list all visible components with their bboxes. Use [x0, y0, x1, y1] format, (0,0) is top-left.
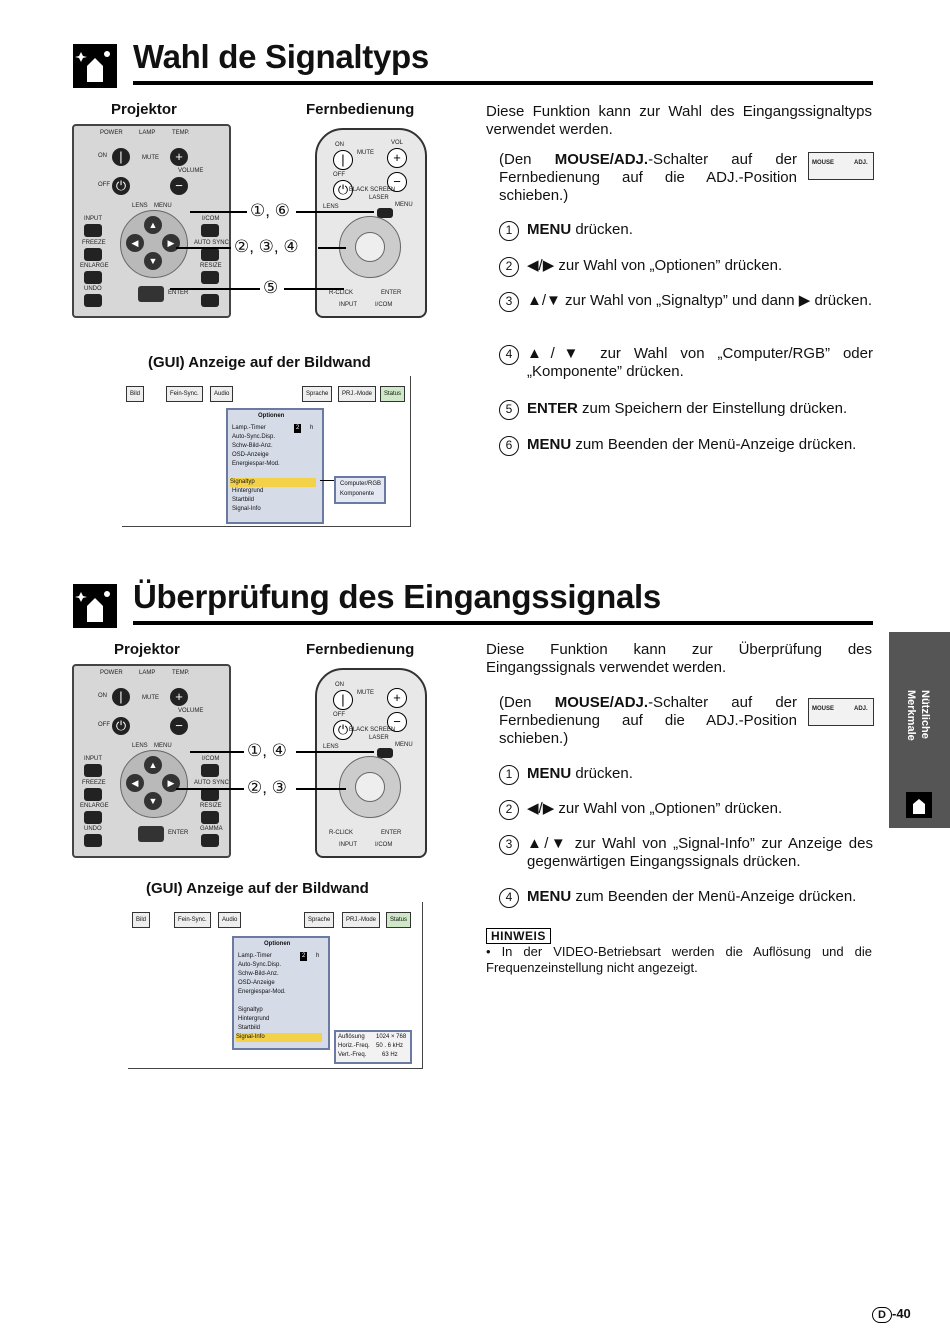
- right-arrow-button[interactable]: ▶: [162, 774, 180, 792]
- auto-sync-label: AUTO SYNC: [194, 780, 229, 786]
- menu-item[interactable]: Startbild: [238, 1025, 261, 1031]
- gui-screen: [122, 376, 411, 527]
- menu-item[interactable]: Auto-Sync.Disp.: [232, 434, 276, 440]
- on-label: ON: [98, 153, 107, 159]
- enter-label: ENTER: [168, 290, 189, 296]
- power-label: POWER: [100, 130, 123, 136]
- info-value: 1024 × 768: [376, 1034, 407, 1040]
- callout-label: ②, ③: [244, 778, 290, 798]
- off-button[interactable]: ⏻: [112, 717, 130, 735]
- remote-menu-label: MENU: [395, 202, 413, 208]
- submenu-item[interactable]: Komponente: [340, 491, 375, 497]
- adj-label: ADJ.: [854, 706, 868, 712]
- step-keyword: ENTER: [527, 400, 578, 417]
- menu-item[interactable]: Signaltyp: [238, 1007, 263, 1013]
- mouse-adj-switch-icon: [808, 152, 874, 180]
- remote-enter-label: ENTER: [381, 290, 402, 296]
- info-label: Horiz.-Freq.: [338, 1043, 370, 1049]
- remote-input-label: INPUT: [339, 842, 357, 848]
- enlarge-label: ENLARGE: [80, 803, 109, 809]
- step-number: 4: [499, 888, 519, 908]
- undo-button[interactable]: [84, 834, 102, 847]
- remote-heading: Fernbedienung: [306, 641, 415, 658]
- gui-tab-sprache[interactable]: Sprache: [304, 912, 334, 928]
- menu-label: MENU: [154, 743, 172, 749]
- menu-item[interactable]: Schw-Bild-Anz.: [232, 443, 273, 449]
- step-number: 5: [499, 400, 519, 420]
- lamp-label: LAMP: [139, 130, 156, 136]
- remote-enter-label: ENTER: [381, 830, 402, 836]
- off-label: OFF: [98, 722, 110, 728]
- switch-note: (Den MOUSE/ADJ.-Schalter auf der Fernbedienung auf die ADJ.-Position schieben.): [499, 151, 797, 204]
- menu-item[interactable]: Schw-Bild-Anz.: [238, 971, 279, 977]
- down-arrow-button[interactable]: ▼: [144, 792, 162, 810]
- timer-value: 2: [296, 425, 300, 431]
- callout-line: [190, 751, 246, 753]
- step-number: 1: [499, 221, 519, 241]
- resize-button[interactable]: [201, 811, 219, 824]
- timer-value: 2: [302, 953, 306, 959]
- icom-button[interactable]: [201, 224, 219, 237]
- timer-unit: h: [310, 425, 314, 431]
- projector-panel: [72, 664, 231, 858]
- callout-line: [284, 288, 344, 290]
- options-menu-title: Optionen: [264, 941, 291, 947]
- keystone-button[interactable]: [201, 294, 219, 307]
- freeze-label: FREEZE: [82, 780, 106, 786]
- submenu-connector: [320, 480, 334, 481]
- gui-tab-audio[interactable]: Audio: [218, 912, 241, 928]
- intro-text: Diese Funktion kann zur Wahl des Eingangssignaltyps verwendet werden.: [486, 103, 872, 138]
- step-number: 2: [499, 257, 519, 277]
- menu-item[interactable]: Hintergrund: [232, 488, 264, 494]
- icom-label: I/COM: [202, 216, 220, 222]
- mouse-label: MOUSE: [812, 706, 835, 712]
- black-screen-label: BLACK SCREEN: [348, 727, 396, 733]
- remote-off-button[interactable]: ⏻: [333, 180, 353, 200]
- menu-item[interactable]: Hintergrund: [238, 1016, 270, 1022]
- remote-icom-label: I/COM: [375, 302, 393, 308]
- section-icon: [73, 584, 117, 628]
- gui-screen: [128, 902, 423, 1069]
- remote-control: [315, 668, 427, 858]
- page-letter: D: [872, 1307, 892, 1323]
- step-number: 3: [499, 292, 519, 312]
- note-label: HINWEIS: [486, 928, 551, 944]
- callout-line: [190, 211, 250, 213]
- laser-label: LASER: [369, 735, 389, 741]
- menu-item[interactable]: OSD-Anzeige: [238, 980, 275, 986]
- step-number: 3: [499, 835, 519, 855]
- title-rule: [133, 81, 873, 85]
- icom-label: I/COM: [202, 756, 220, 762]
- left-arrow-button[interactable]: ◀: [126, 774, 144, 792]
- callout-line: [296, 788, 346, 790]
- gui-tab-fein-sync[interactable]: Fein-Sync.: [166, 386, 203, 402]
- input-label: INPUT: [84, 756, 102, 762]
- title-rule: [133, 621, 873, 625]
- info-label: Vert.-Freq.: [338, 1052, 367, 1058]
- info-label: Auflösung: [338, 1034, 365, 1040]
- remote-volume-down-button[interactable]: −: [387, 712, 407, 732]
- off-label: OFF: [98, 182, 110, 188]
- gui-tab-prj-mode[interactable]: PRJ.-Mode: [342, 912, 380, 928]
- side-tab-icon: [906, 792, 932, 818]
- r-click-label: R-CLICK: [329, 290, 354, 296]
- remote-mute-label: MUTE: [357, 150, 374, 156]
- freeze-button[interactable]: [84, 788, 102, 801]
- remote-off-label: OFF: [333, 172, 345, 178]
- projector-heading: Projektor: [114, 641, 180, 658]
- gui-tab-fein-sync[interactable]: Fein-Sync.: [174, 912, 211, 928]
- icom-button[interactable]: [201, 764, 219, 777]
- auto-sync-label: AUTO SYNC: [194, 240, 229, 246]
- remote-center-button[interactable]: [355, 772, 385, 802]
- remote-on-button[interactable]: |: [333, 150, 353, 170]
- menu-item[interactable]: Startbild: [232, 497, 255, 503]
- remote-on-button[interactable]: |: [333, 690, 353, 710]
- enlarge-label: ENLARGE: [80, 263, 109, 269]
- step-text: ENTER zum Speichern der Einstellung drücken.: [527, 400, 848, 417]
- callout-line: [176, 247, 232, 249]
- projector-heading: Projektor: [111, 101, 177, 118]
- options-menu: [232, 936, 330, 1050]
- signal-type-submenu: [334, 476, 386, 504]
- callout-label: ⑤: [260, 278, 281, 298]
- right-arrow-button[interactable]: ▶: [162, 234, 180, 252]
- step-text: MENU drücken.: [527, 765, 633, 782]
- black-screen-label: BLACK SCREEN: [348, 187, 396, 193]
- undo-button[interactable]: [84, 294, 102, 307]
- gamma-label: GAMMA: [200, 826, 223, 832]
- remote-icom-label: I/COM: [375, 842, 393, 848]
- temp-label: TEMP.: [172, 130, 190, 136]
- undo-label: UNDO: [84, 286, 102, 292]
- timer-unit: h: [316, 953, 320, 959]
- callout-line: [176, 788, 246, 790]
- gui-tab-prj-mode[interactable]: PRJ.-Mode: [338, 386, 376, 402]
- step-number: 4: [499, 345, 519, 365]
- gui-heading: (GUI) Anzeige auf der Bildwand: [146, 880, 369, 897]
- gamma-button[interactable]: [201, 834, 219, 847]
- enter-button[interactable]: [138, 286, 164, 302]
- resize-label: RESIZE: [200, 803, 222, 809]
- volume-label: VOLUME: [178, 708, 204, 714]
- volume-up-button[interactable]: +: [170, 688, 188, 706]
- signal-info-panel: [334, 1030, 412, 1064]
- remote-mute-label: MUTE: [357, 690, 374, 696]
- step-text: ▲/▼ zur Wahl von „Signaltyp” und dann ▶ drücken.: [527, 292, 872, 309]
- menu-item[interactable]: Lamp.-Timer: [232, 425, 266, 431]
- menu-item[interactable]: OSD-Anzeige: [232, 452, 269, 458]
- left-arrow-button[interactable]: ◀: [126, 234, 144, 252]
- up-arrow-button[interactable]: ▲: [144, 756, 162, 774]
- step-text: MENU zum Beenden der Menü-Anzeige drücken.: [527, 436, 857, 453]
- remote-on-label: ON: [335, 682, 344, 688]
- mute-label: MUTE: [142, 695, 159, 701]
- menu-label: MENU: [154, 203, 172, 209]
- remote-volume-down-button[interactable]: −: [387, 172, 407, 192]
- callout-line: [296, 211, 374, 213]
- up-arrow-button[interactable]: ▲: [144, 216, 162, 234]
- step-text: MENU zum Beenden der Menü-Anzeige drücken.: [527, 888, 857, 905]
- step-text: ▲/▼ zur Wahl von „Signal-Info” zur Anzeige des gegenwärtigen Eingangssignals drücken.: [527, 835, 873, 870]
- callout-label: ①, ⑥: [247, 201, 293, 221]
- on-button[interactable]: |: [112, 148, 130, 166]
- note-text: • In der VIDEO-Betriebsart werden die Auflösung und die Frequenzeinstellung nicht angezeigt.: [486, 944, 872, 975]
- remote-center-button[interactable]: [355, 232, 385, 262]
- callout-line: [318, 247, 346, 249]
- down-arrow-button[interactable]: ▼: [144, 252, 162, 270]
- gui-tab-bild[interactable]: Bild: [132, 912, 150, 928]
- mouse-adj-switch-icon: [808, 698, 874, 726]
- step-text: MENU drücken.: [527, 221, 633, 238]
- lens-label: LENS: [132, 743, 148, 749]
- menu-item-selected[interactable]: Signal-Info: [236, 1033, 322, 1042]
- mute-label: MUTE: [142, 155, 159, 161]
- lamp-label: LAMP: [139, 670, 156, 676]
- callout-line: [296, 751, 374, 753]
- switch-note: (Den MOUSE/ADJ.-Schalter auf der Fernbedienung auf die ADJ.-Position schieben.): [499, 694, 797, 747]
- callout-label: ①, ④: [244, 741, 290, 761]
- page-number: [872, 1306, 911, 1323]
- callout-line: [170, 288, 262, 290]
- step-text: ◀/▶ zur Wahl von „Optionen” drücken.: [527, 800, 783, 817]
- resize-label: RESIZE: [200, 263, 222, 269]
- gui-tab-sprache[interactable]: Sprache: [302, 386, 332, 402]
- menu-item-selected[interactable]: Signaltyp: [230, 478, 316, 487]
- resize-button[interactable]: [201, 271, 219, 284]
- undo-label: UNDO: [84, 826, 102, 832]
- volume-down-button[interactable]: −: [170, 717, 188, 735]
- adj-label: ADJ.: [854, 160, 868, 166]
- menu-item[interactable]: Energiespar-Mod.: [232, 461, 280, 467]
- step-keyword: MENU: [527, 436, 572, 453]
- remote-volume-up-button[interactable]: +: [387, 148, 407, 168]
- gui-heading: (GUI) Anzeige auf der Bildwand: [148, 354, 371, 371]
- enter-label: ENTER: [168, 830, 189, 836]
- gui-tab-audio[interactable]: Audio: [210, 386, 233, 402]
- gui-tab-status[interactable]: Status: [386, 912, 411, 928]
- menu-item[interactable]: Energiespar-Mod.: [238, 989, 286, 995]
- temp-label: TEMP.: [172, 670, 190, 676]
- options-menu: [226, 408, 324, 524]
- options-menu-title: Optionen: [258, 413, 285, 419]
- menu-item[interactable]: Lamp.-Timer: [238, 953, 272, 959]
- remote-vol-label: VOL: [391, 140, 404, 146]
- menu-item[interactable]: Signal-Info: [232, 506, 261, 512]
- mouse-label: MOUSE: [812, 160, 835, 166]
- step-keyword: MENU: [527, 888, 572, 905]
- power-label: POWER: [100, 670, 123, 676]
- on-button[interactable]: |: [112, 688, 130, 706]
- laser-label: LASER: [369, 195, 389, 201]
- side-tab-line2: Merkmale: [905, 690, 917, 741]
- step-keyword: MENU: [527, 765, 572, 782]
- info-value: 50 . 6 kHz: [376, 1043, 404, 1049]
- callout-label: ②, ③, ④: [231, 237, 302, 257]
- step-number: 2: [499, 800, 519, 820]
- section-icon: [73, 44, 117, 88]
- remote-off-label: OFF: [333, 712, 345, 718]
- input-button[interactable]: [84, 224, 102, 237]
- input-label: INPUT: [84, 216, 102, 222]
- page-num: -40: [892, 1306, 911, 1321]
- remote-on-label: ON: [335, 142, 344, 148]
- section-title: Überprüfung des Eingangssignals: [133, 578, 661, 615]
- remote-volume-up-button[interactable]: +: [387, 688, 407, 708]
- step-text: ◀/▶ zur Wahl von „Optionen” drücken.: [527, 257, 783, 274]
- step-number: 6: [499, 436, 519, 456]
- volume-label: VOLUME: [178, 168, 204, 174]
- volume-down-button[interactable]: −: [170, 177, 188, 195]
- remote-lens-label: LENS: [323, 744, 339, 750]
- freeze-label: FREEZE: [82, 240, 106, 246]
- auto-sync-button[interactable]: [201, 248, 219, 261]
- enter-button[interactable]: [138, 826, 164, 842]
- on-label: ON: [98, 693, 107, 699]
- freeze-button[interactable]: [84, 248, 102, 261]
- off-button[interactable]: ⏻: [112, 177, 130, 195]
- info-value: 63 Hz: [382, 1052, 398, 1058]
- volume-up-button[interactable]: +: [170, 148, 188, 166]
- side-tab-line1: Nützliche: [919, 690, 931, 739]
- section-title: Wahl de Signaltyps: [133, 38, 429, 75]
- gui-tab-status[interactable]: Status: [380, 386, 405, 402]
- menu-item[interactable]: Auto-Sync.Disp.: [238, 962, 282, 968]
- gui-tab-bild[interactable]: Bild: [126, 386, 144, 402]
- enlarge-button[interactable]: [84, 271, 102, 284]
- input-button[interactable]: [84, 764, 102, 777]
- submenu-item[interactable]: Computer/RGB: [340, 481, 382, 487]
- r-click-label: R-CLICK: [329, 830, 354, 836]
- remote-lens-label: LENS: [323, 204, 339, 210]
- step-number: 1: [499, 765, 519, 785]
- lens-label: LENS: [132, 203, 148, 209]
- intro-text: Diese Funktion kann zur Überprüfung des Eingangssignals verwendet werden.: [486, 641, 872, 676]
- step-keyword: MENU: [527, 221, 572, 238]
- enlarge-button[interactable]: [84, 811, 102, 824]
- remote-menu-label: MENU: [395, 742, 413, 748]
- step-text: ▲/▼ zur Wahl von „Computer/RGB” oder „Komponente” drücken.: [527, 345, 873, 380]
- remote-heading: Fernbedienung: [306, 101, 415, 118]
- remote-off-button[interactable]: ⏻: [333, 720, 353, 740]
- remote-input-label: INPUT: [339, 302, 357, 308]
